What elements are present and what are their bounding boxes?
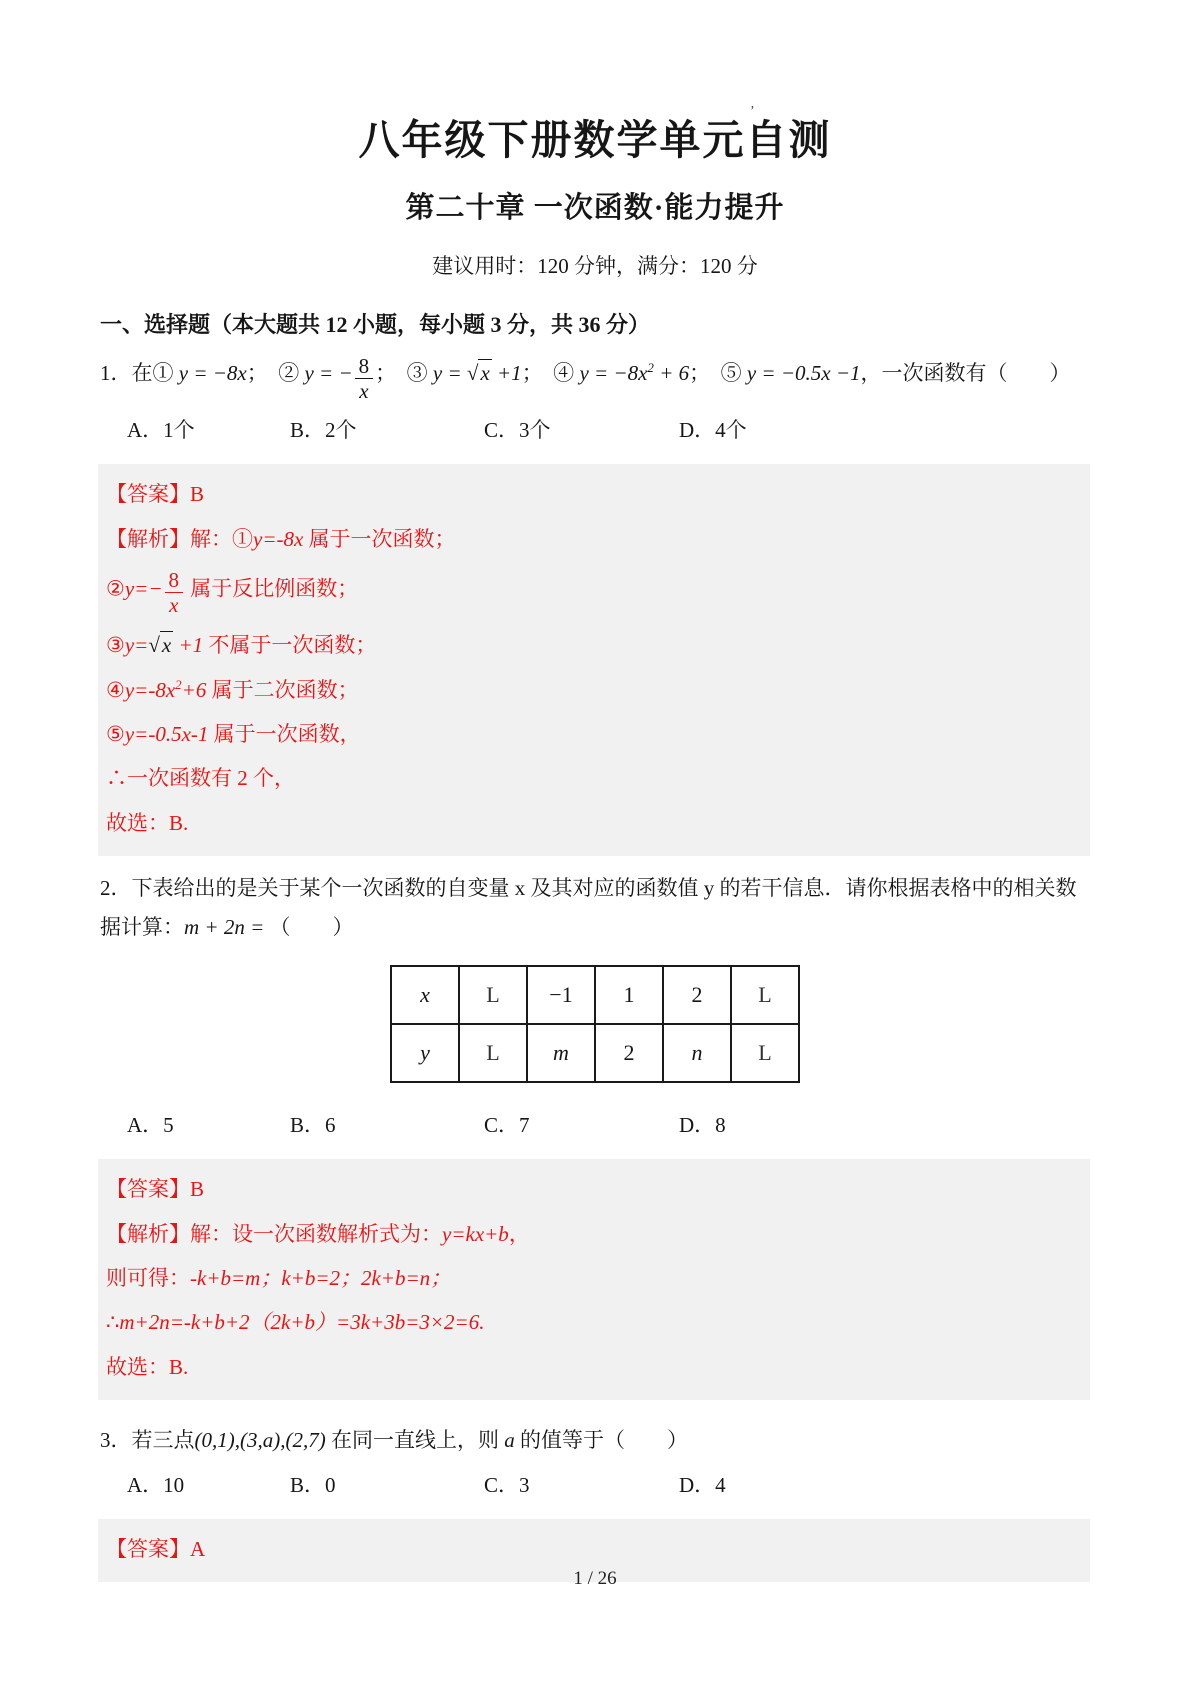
q1-separator-3: ； ④ [521,361,580,386]
q2-table-body [391,966,799,1082]
q1-explanation-line-6: ∴一次函数有 2 个， [106,766,295,791]
exp-formula: y=− [124,576,163,601]
exp-text: 解：① [190,526,253,551]
q3-points-formula: (0,1),(3,a),(2,7) [194,1428,326,1453]
q3-text: 在同一直线上，则 [325,1428,505,1453]
exp-text: ③ [106,633,125,658]
answer-value: B [190,482,205,507]
answer-label: 【答案】 [106,1536,190,1561]
question-3-options [100,1469,1090,1499]
q1-option-d: D．4个 [679,418,747,443]
question-2-answer-block [98,1159,1090,1400]
question-3-number: 3．若三点 [100,1428,195,1453]
exp-fraction-8-over-x [165,569,184,616]
q2-formula-m-plus-2n: m + 2n = [184,914,270,939]
table-cell: n [663,1024,731,1082]
q2-table [390,965,800,1083]
exp-formula: -k+b=m；k+b=2；2k+b=n； [190,1265,452,1290]
table-row [391,966,799,1024]
exp-formula: y=kx+b [442,1221,509,1246]
q1-explanation-line-4 [106,676,1078,705]
answer-label: 【答案】 [106,1177,190,1202]
q2-explanation-line-1 [106,1220,1078,1249]
q3-option-d: D．4 [679,1472,726,1497]
exp-formula: m+2n=-k+b+2（2k+b）=3k+3b=3×2=6. [119,1310,485,1335]
table-row [391,1024,799,1082]
q3-option-a: A．10 [127,1472,185,1497]
q1-separator-4: ； ⑤ [689,361,747,386]
question-2-text-line-2 [100,911,1090,944]
exp-text: 属于一次函数， [208,721,361,746]
radical-argument: x [161,633,172,658]
q1-explanation-line-5 [106,720,1078,749]
table-cell: L [731,966,799,1024]
q1-answer-line [106,480,1078,509]
q2-option-d: D．8 [679,1113,726,1138]
question-3-text [100,1424,1090,1457]
q1-fraction-8-over-x [355,355,374,402]
q1-sqrt-x [467,359,492,385]
exp-sqrt-x [148,631,173,657]
question-1-text [100,355,1090,402]
question-2-text-line-1: 2．下表给出的是关于某个一次函数的自变量 x 及其对应的函数值 y 的若干信息．请你根据表格中的相关数 [100,876,1077,901]
q1-option-b: B．2个 [290,418,357,443]
q1-formula-2: y = − [304,361,353,386]
exp-text: 属于一次函数； [303,526,456,551]
q2-option-c: C．7 [484,1113,530,1138]
answer-value: A [190,1536,206,1561]
q1-explanation-line-1 [106,525,1078,554]
answer-label: 【答案】 [106,482,190,507]
q1-formula-4: y = −8x [579,361,648,386]
q1-formula-3-tail: +1 [491,361,522,386]
exp-formula: y=-8x [253,526,304,551]
table-cell: 1 [595,966,663,1024]
therefore-symbol: ∴ [106,1310,120,1335]
q2-explanation-line-2 [106,1264,1078,1293]
table-cell: −1 [527,966,595,1024]
chapter-subtitle: 第二十章 一次函数·能力提升 [405,192,785,225]
exp-formula: y= [124,633,149,658]
q2-explanation-line-3 [106,1308,1078,1337]
q3-answer-line [106,1535,1078,1564]
table-cell: 2 [663,966,731,1024]
question-1-answer-block [98,464,1090,856]
q1-explanation-line-3 [106,631,1078,660]
q1-question-tail: ，一次函数有（ ） [860,361,1071,386]
document-title: 八年级下册数学单元自测 [358,117,832,163]
radical-sign: √ [466,361,479,386]
q1-formula-5: y = −0.5x −1 [746,361,861,386]
table-cell: L [459,966,527,1024]
table-cell: m [527,1024,595,1082]
exp-formula: y=-8x [124,677,176,702]
q3-question-tail: 的值等于（ ） [514,1428,688,1453]
fraction-numerator: 8 [165,569,184,593]
answer-value: B [190,1177,205,1202]
q2-question-tail: （ ） [269,914,354,939]
question-1-number: 1．在① [100,361,179,386]
q1-separator-2: ； ③ [375,361,433,386]
question-2-options [100,1109,1090,1139]
exp-formula: +1 [173,633,204,658]
q2-option-b: B．6 [290,1113,336,1138]
exp-text: 属于二次函数； [206,677,359,702]
fraction-denominator: x [169,593,179,618]
question-1-options [100,414,1090,444]
q1-formula-4-tail: + 6 [653,361,690,386]
exp-text: ， [508,1221,530,1246]
q3-option-b: B．0 [290,1472,336,1497]
exp-formula: +6 [181,677,207,702]
q3-option-c: C．3 [484,1472,530,1497]
table-cell: y [391,1024,459,1082]
page-number: 1 / 26 [573,1568,617,1589]
exp-text: ② [106,576,125,601]
q1-conclusion-line: 故选：B. [106,810,189,835]
q1-option-c: C．3个 [484,418,551,443]
q3-variable-a: a [504,1428,515,1453]
exp-text: 属于反比例函数； [185,576,359,601]
exp-text: 解：设一次函数解析式为： [190,1221,442,1246]
fraction-denominator: x [359,379,369,404]
table-cell: x [391,966,459,1024]
exp-formula: y=-0.5x-1 [124,721,209,746]
q2-conclusion-line: 故选：B. [106,1354,189,1379]
table-cell: 2 [595,1024,663,1082]
q1-separator-1: ； ② [246,361,305,386]
fraction-numerator: 8 [355,355,374,379]
time-score-info: 建议用时：120 分钟，满分：120 分 [432,254,758,279]
table-cell: L [731,1024,799,1082]
q1-option-a: A．1个 [127,418,195,443]
exp-text: 不属于一次函数； [203,633,377,658]
section-heading-choice-questions: 一、选择题（本大题共 12 小题，每小题 3 分，共 36 分） [100,312,651,338]
exp-text: 则可得： [106,1265,190,1290]
radical-sign: √ [148,633,160,658]
exp-text: ⑤ [106,721,125,746]
q1-formula-1: y = −8x [178,361,247,386]
explanation-label: 【解析】 [106,526,190,551]
explanation-label: 【解析】 [106,1221,190,1246]
stray-apostrophe-mark: ʼ [750,104,755,119]
q1-formula-3: y = [432,361,467,386]
q2-text: 据计算： [100,914,184,939]
exp-exponent: 2 [175,676,182,692]
exp-text: ④ [106,677,125,702]
q2-answer-line [106,1175,1078,1204]
q1-explanation-line-2 [106,569,1078,616]
q2-option-a: A．5 [127,1113,174,1138]
radical-argument: x [480,361,490,386]
q1-exponent: 2 [647,360,654,376]
table-cell: L [459,1024,527,1082]
document-content [100,308,1090,1582]
